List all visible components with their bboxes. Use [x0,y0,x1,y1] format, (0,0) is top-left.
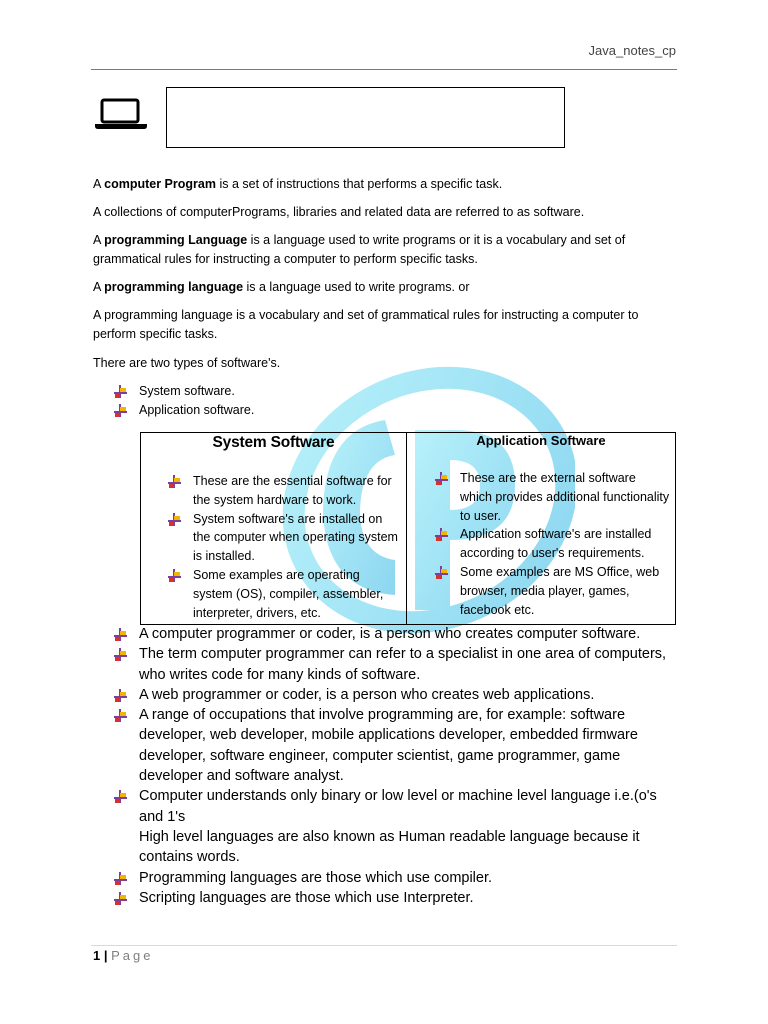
page-footer [93,948,153,963]
list-item: A range of occupations that involve programming are, for example: software developer, web developer, mobile applications developer, embedded firmware developer, software engineer, computer scientist, game programmer, game developer and software analyst. [114,705,679,786]
list-item: Some examples are MS Office, web browser, media player, games, facebook etc. [435,563,671,619]
bullet-icon [435,472,448,485]
application-software-column [407,433,675,624]
page-number: 1 [93,948,101,963]
bullet-icon [114,385,127,398]
page-label: Page [111,948,154,963]
list-item: Application software's are installed according to user's requirements. [435,525,671,563]
list-item: System software's are installed on the computer when operating system is installed. [168,510,400,566]
document-header: Java_notes_cp [588,43,676,58]
list-item: Computer understands only binary or low level or machine level language i.e.(o's and 1's High level languages are also known as Human readable language because it contains words. [114,786,679,867]
paragraph: There are two types of software's. [93,356,281,370]
list-item: These are the external software which provides additional functionality to user. [435,469,671,525]
system-software-column [141,433,407,624]
application-software-list [435,469,671,619]
bullet-icon [114,892,127,905]
list-item: These are the essential software for the system hardware to work. [168,472,400,510]
list-item: Application software. [114,401,254,420]
software-table [140,432,676,625]
bullet-icon [114,404,127,417]
system-software-list [168,472,400,622]
paragraph: A programming language is a vocabulary and set of grammatical rules for instructing a computer to perform specific tasks. [93,308,639,341]
list-item: The term computer programmer can refer to a specialist in one area of computers, who writes code for many kinds of software. [114,644,679,685]
list-item: A web programmer or coder, is a person who creates web applications. [114,685,679,705]
list-item: Programming languages are those which use compiler. [114,868,679,888]
bullet-icon [114,872,127,885]
paragraph: A programming language is a language used to write programs. or [93,280,470,294]
bullet-icon [114,628,127,641]
bullet-icon [435,566,448,579]
paragraph: A programming Language is a language used to write programs or it is a vocabulary and set of grammatical rules for instructing a computer to perform specific tasks. [93,233,626,266]
page-separator: | [100,948,112,963]
list-item: Scripting languages are those which use Interpreter. [114,888,679,908]
bullet-icon [435,528,448,541]
bullet-icon [168,569,181,582]
laptop-icon [94,97,148,131]
facts-list [114,624,679,908]
bullet-icon [114,689,127,702]
application-software-heading: Application Software [476,433,606,448]
title-box [166,87,565,148]
paragraph: A computer Program is a set of instructions that performs a specific task. [93,177,503,191]
list-item: A computer programmer or coder, is a person who creates computer software. [114,624,679,644]
bullet-icon [114,790,127,803]
bullet-icon [114,709,127,722]
bullet-icon [168,513,181,526]
bullet-icon [168,475,181,488]
list-item: Some examples are operating system (OS), compiler, assembler, interpreter, drivers, etc. [168,566,400,622]
system-software-heading: System Software [212,434,335,451]
footer-rule [91,945,677,946]
software-types-list [114,382,254,420]
bullet-icon [114,648,127,661]
header-rule [91,69,677,70]
list-item: System software. [114,382,254,401]
paragraph: A collections of computerPrograms, libraries and related data are referred to as software. [93,205,585,219]
